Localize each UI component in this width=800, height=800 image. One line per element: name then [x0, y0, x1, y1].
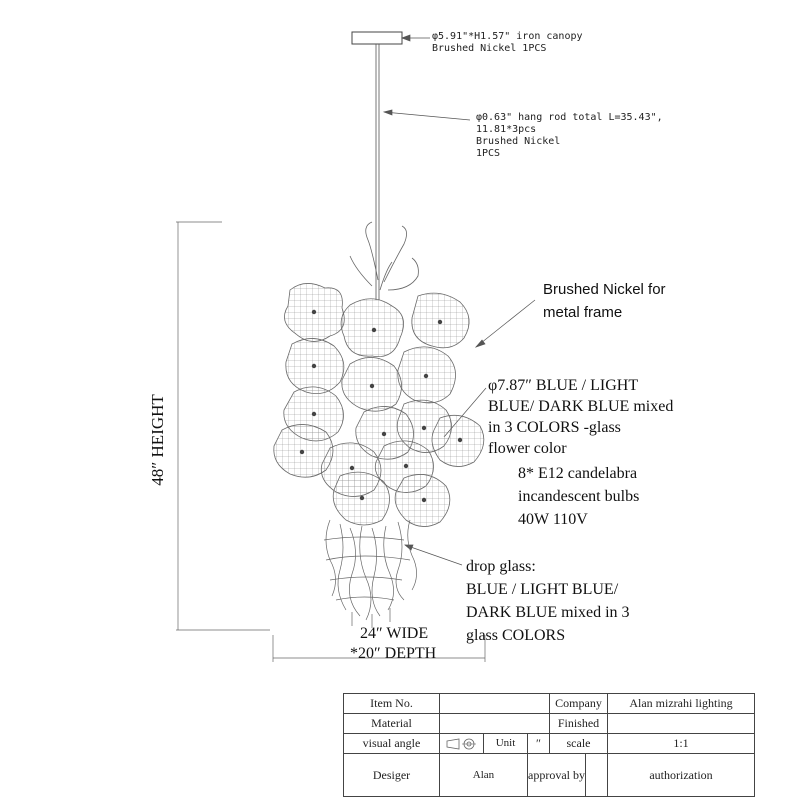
scale-label: scale: [550, 734, 608, 753]
drop-glass: [324, 520, 417, 628]
drop-glass-callout-line: glass COLORS: [466, 627, 566, 644]
bulbs-callout-line: incandescent bulbs: [518, 488, 640, 505]
title-block-row: [344, 694, 754, 714]
bulbs-callout-line: 40W 110V: [518, 511, 588, 528]
frame-callout-line: metal frame: [543, 304, 623, 321]
designer-label: Desiger: [344, 754, 440, 796]
finished-value: [608, 714, 754, 733]
visual-angle-icon: [440, 734, 484, 753]
height-dimension-label: 48″ HEIGHT: [147, 394, 167, 486]
title-block: [343, 693, 755, 797]
rod-callout-line: 1PCS: [476, 148, 501, 159]
finished-label: Finished: [550, 714, 608, 733]
drop-glass-callout-line: drop glass:: [466, 558, 536, 575]
visual-angle-label: visual angle: [344, 734, 440, 753]
unit-label: Unit: [484, 734, 528, 753]
projection-symbol-icon: [445, 738, 479, 750]
approval-value: [586, 754, 608, 796]
flower-callout-line: φ7.87″ BLUE / LIGHT: [488, 377, 639, 394]
flower-callout: [488, 375, 673, 459]
drop-glass-callout-line: BLUE / LIGHT BLUE/: [466, 581, 619, 598]
canopy-callout-line: Brushed Nickel 1PCS: [432, 43, 547, 54]
canopy-callout-line: φ5.91"*H1.57" iron canopy: [432, 31, 583, 42]
rod-callout-line: Brushed Nickel: [476, 136, 561, 147]
unit-value: ″: [528, 734, 550, 753]
approval-label: approval by: [528, 754, 586, 796]
top-swirls: [350, 222, 418, 290]
item-no-label: Item No.: [344, 694, 440, 713]
frame-callout-line: Brushed Nickel for: [543, 281, 666, 298]
drop-glass-callout-line: DARK BLUE mixed in 3: [466, 604, 630, 621]
bulbs-callout: [518, 462, 639, 531]
rod-callout-line: 11.81*3pcs: [476, 124, 537, 135]
material-label: Material: [344, 714, 440, 733]
flower-callout-line: flower color: [488, 440, 567, 457]
canopy-callout: [432, 31, 583, 55]
bulbs-callout-line: 8* E12 candelabra: [518, 465, 638, 482]
designer-value: Alan: [440, 754, 528, 796]
drop-glass-callout: [466, 555, 630, 647]
frame-callout: [543, 278, 666, 324]
scale-value: 1:1: [673, 736, 689, 750]
glass-flowers: [274, 283, 484, 526]
flower-callout-line: BLUE/ DARK BLUE mixed: [488, 398, 674, 415]
canopy-shape: [352, 32, 402, 44]
rod-callout-line: φ0.63" hang rod total L=35.43",: [476, 112, 663, 123]
title-block-row: [344, 754, 754, 796]
company-label: Company: [550, 694, 608, 713]
title-block-row: [344, 714, 754, 734]
flower-callout-line: in 3 COLORS -glass: [488, 419, 621, 436]
material-value: [440, 714, 550, 733]
width-dimension-label: 24″ WIDE: [360, 625, 429, 642]
company-value: Alan mizrahi lighting: [629, 696, 733, 710]
authorization-label: authorization: [649, 767, 713, 782]
title-block-row: [344, 734, 754, 754]
item-no-value: [440, 694, 550, 713]
rod-callout: [476, 112, 663, 160]
depth-dimension-label: *20″ DEPTH: [350, 645, 437, 662]
